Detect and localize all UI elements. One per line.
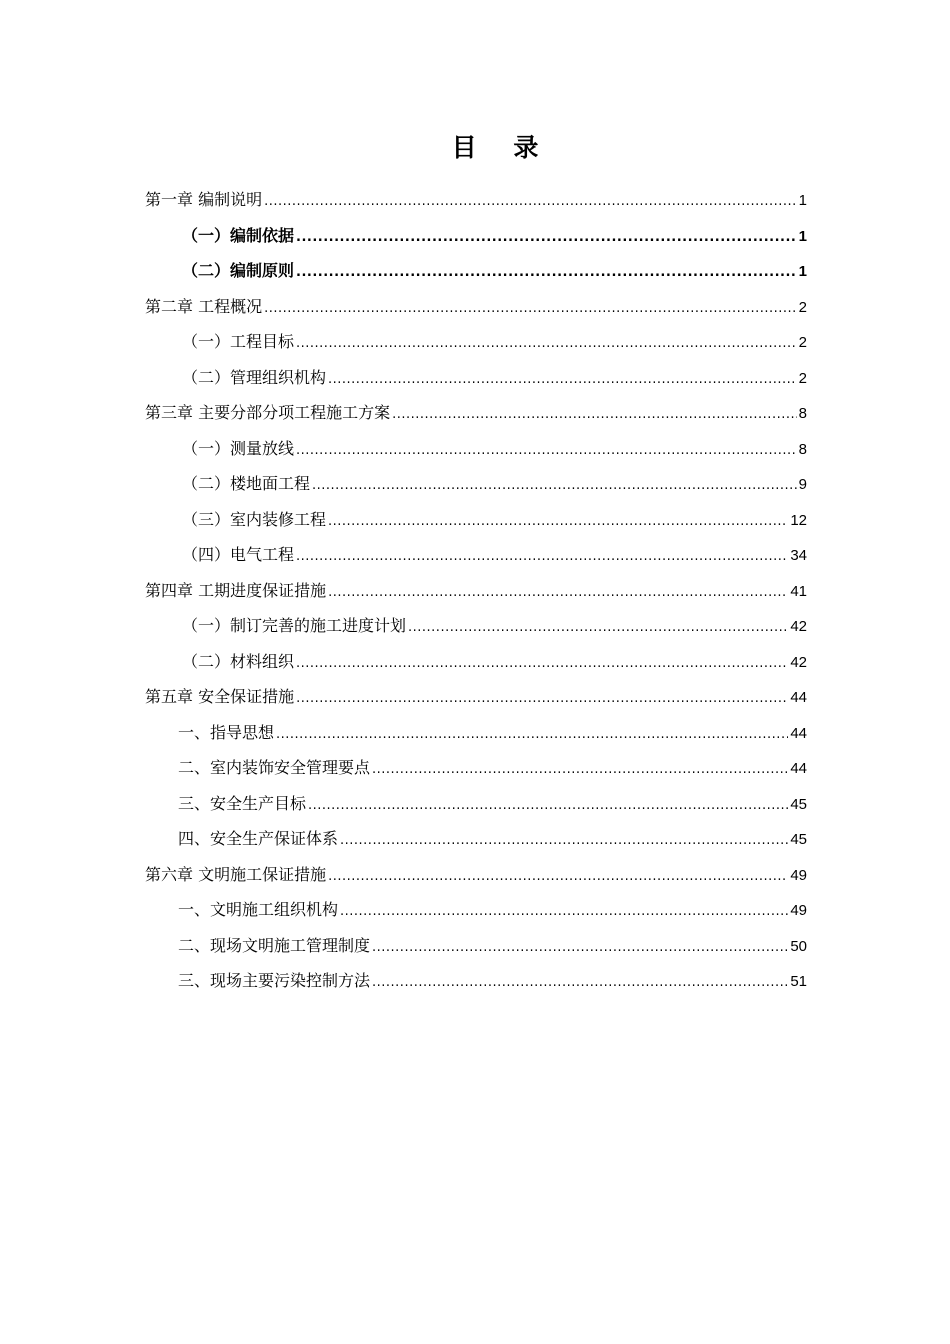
toc-page-number: 45 [790,831,807,848]
toc-entry-text: 一、指导思想 [178,722,275,742]
toc-entry-section[interactable] [145,892,807,928]
toc-entry-section[interactable] [145,324,807,360]
toc-entry-text: （二）编制原则 [182,261,295,280]
toc-entry-text: （一）工程目标 [182,332,295,351]
toc-entry-text: （二）管理组织机构 [182,367,327,387]
toc-entry-section[interactable] [145,715,807,751]
toc-entry-section[interactable] [145,928,807,964]
toc-entry-text: 二、现场文明施工管理制度 [178,935,371,955]
toc-dot-leader [408,610,788,646]
toc-entry-text: （一）测量放线 [182,438,295,458]
toc-entry-text: 第六章 文明施工保证措施 [145,864,327,884]
toc-dot-leader [340,823,788,859]
toc-entry-section[interactable] [145,786,807,822]
toc-page-number: 44 [790,724,807,742]
toc-list [145,182,807,999]
toc-page-number: 2 [798,369,807,387]
toc-page-number: 44 [790,689,807,706]
toc-dot-leader [312,468,797,504]
toc-entry-chapter-1[interactable] [145,182,807,218]
toc-dot-leader [328,362,797,398]
toc-entry-text: （四）电气工程 [182,545,295,564]
toc-entry-section[interactable] [145,502,807,538]
toc-page-number: 51 [790,973,807,990]
toc-entry-section[interactable] [145,431,807,467]
toc-entry-text: 第二章 工程概况 [145,296,263,316]
toc-dot-leader [340,894,788,930]
toc-page-number: 50 [790,937,807,955]
toc-dot-leader [372,930,788,966]
toc-entry-section[interactable] [145,644,807,680]
toc-entry-chapter-4[interactable] [145,573,807,609]
toc-entry-text: 第四章 工期进度保证措施 [145,580,327,600]
toc-dot-leader [296,433,797,469]
toc-page-number: 8 [798,440,807,458]
toc-entry-section[interactable] [145,537,807,573]
toc-entry-chapter-3[interactable] [145,395,807,431]
toc-dot-leader [372,752,788,788]
toc-dot-leader [308,788,788,824]
toc-dot-leader [264,184,797,220]
toc-entry-text: 第一章 编制说明 [145,190,263,209]
toc-page-number: 2 [798,334,807,351]
toc-dot-leader [372,965,788,1001]
toc-dot-leader [296,326,797,362]
toc-entry-text: 二、室内装饰安全管理要点 [178,758,371,777]
toc-entry-section[interactable] [145,821,807,857]
toc-entry-text: （一）制订完善的施工进度计划 [182,616,407,635]
toc-entry-text: （三）室内装修工程 [182,509,327,529]
toc-entry-text: 一、文明施工组织机构 [178,900,339,919]
toc-page-number: 2 [798,298,807,316]
toc-page-number: 34 [790,547,807,564]
toc-page-number: 49 [790,902,807,919]
toc-entry-text: （二）材料组织 [182,651,295,671]
toc-entry-text: （一）编制依据 [182,225,295,245]
toc-page-number: 12 [790,511,807,529]
toc-entry-text: 三、安全生产目标 [178,793,307,813]
toc-page-number: 42 [790,653,807,671]
toc-entry-chapter-2[interactable] [145,289,807,325]
toc-dot-leader [328,504,788,540]
toc-page-number: 49 [790,866,807,884]
toc-page-number: 9 [798,476,807,493]
toc-page-number: 1 [798,192,807,209]
toc-entry-section[interactable] [145,608,807,644]
toc-page-number: 45 [790,795,807,813]
toc-entry-text: 第三章 主要分部分项工程施工方案 [145,403,391,422]
toc-entry-text: 第五章 安全保证措施 [145,687,295,706]
toc-entry-section[interactable] [145,218,807,254]
toc-entry-section[interactable] [145,466,807,502]
toc-dot-leader [296,681,788,717]
toc-dot-leader [328,575,788,611]
toc-entry-chapter-5[interactable] [145,679,807,715]
toc-entry-section[interactable] [145,253,807,289]
toc-title: 目 录 [451,133,553,162]
toc-entry-text: （二）楼地面工程 [182,474,311,493]
toc-entry-text: 四、安全生产保证体系 [178,829,339,848]
toc-entry-section[interactable] [145,360,807,396]
toc-page-number: 8 [798,405,807,422]
toc-dot-leader [296,220,797,256]
toc-dot-leader [296,646,788,682]
toc-page-number: 1 [798,263,807,280]
toc-dot-leader [264,291,797,327]
toc-page-number: 44 [790,760,807,777]
toc-dot-leader [296,539,788,575]
toc-dot-leader [276,717,788,753]
toc-dot-leader [328,859,788,895]
toc-page-number: 41 [790,582,807,600]
toc-dot-leader [296,255,797,291]
toc-page-number: 1 [798,227,807,245]
toc-entry-text: 三、现场主要污染控制方法 [178,971,371,990]
toc-dot-leader [392,397,797,433]
toc-page-number: 42 [790,618,807,635]
toc-entry-chapter-6[interactable] [145,857,807,893]
toc-entry-section[interactable] [145,963,807,999]
toc-entry-section[interactable] [145,750,807,786]
